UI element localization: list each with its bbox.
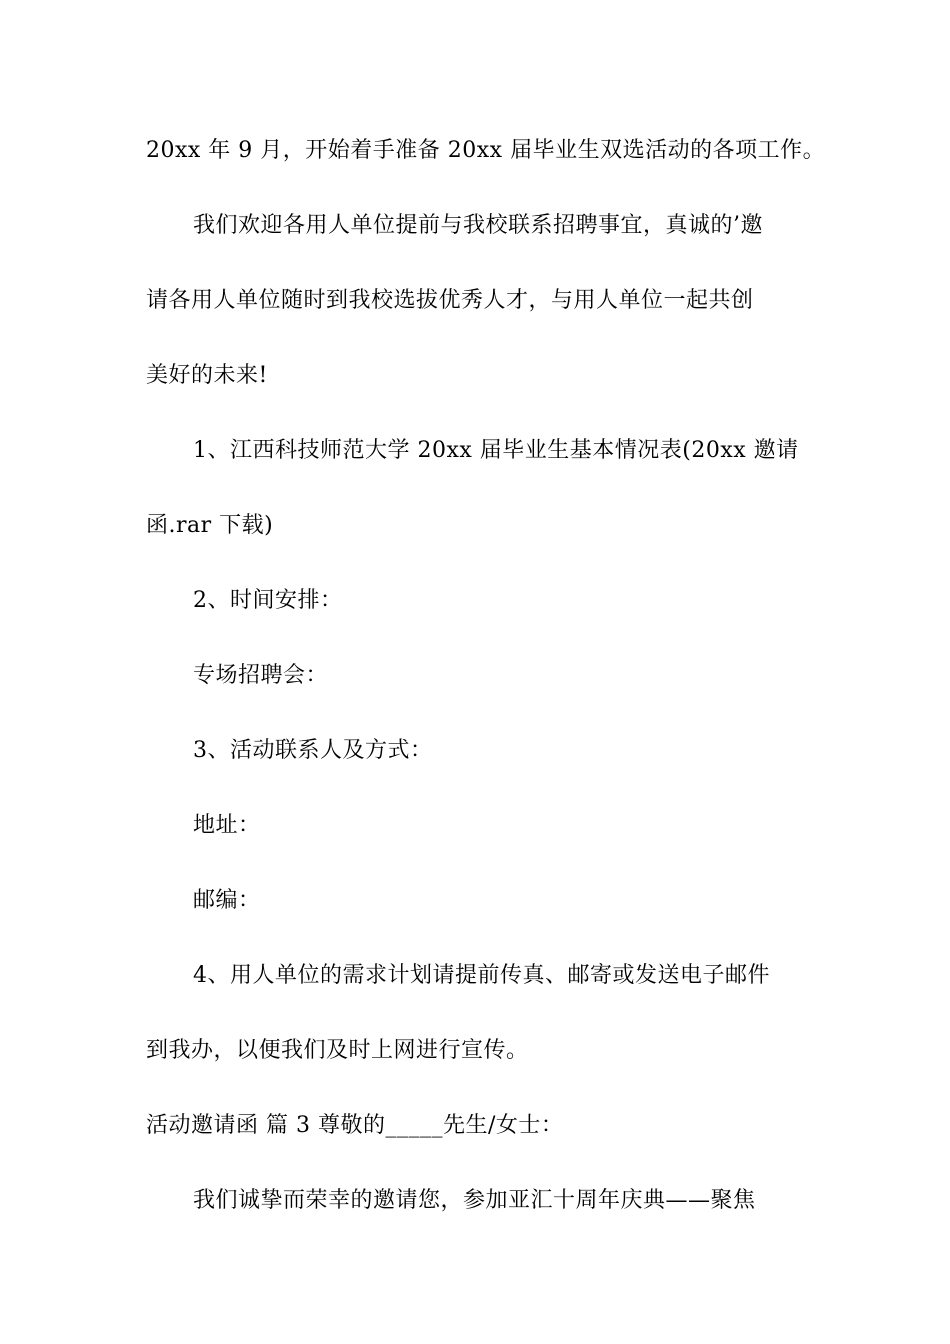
text-line-item-4-promotion: 到我办，以便我们及时上网进行宣传。 xyxy=(146,1038,529,1063)
text-line-future: 美好的未来! xyxy=(146,363,268,388)
text-line-welcome: 我们欢迎各用人单位提前与我校联系招聘事宜，真诚的’邀 xyxy=(193,213,763,238)
text-line-invitation-body: 我们诚挚而荣幸的邀请您，参加亚汇十周年庆典——聚焦 xyxy=(193,1188,756,1213)
text-line-item-4-needs: 4、用人单位的需求计划请提前传真、邮寄或发送电子邮件 xyxy=(193,963,770,988)
text-line-item-2-schedule: 2、时间安排： xyxy=(193,588,343,613)
text-line-item-1-download: 函.rar 下载) xyxy=(146,513,274,538)
text-line-item-1: 1、江西科技师范大学 20xx 届毕业生基本情况表(20xx 邀请 xyxy=(193,438,799,463)
text-line-job-fair: 专场招聘会： xyxy=(193,663,329,688)
text-line-item-3-contact: 3、活动联系人及方式： xyxy=(193,738,433,763)
text-line-postcode: 邮编： xyxy=(193,888,261,913)
text-line-invite-employers: 请各用人单位随时到我校选拔优秀人才，与用人单位一起共创 xyxy=(146,288,754,313)
text-line-invitation-heading: 活动邀请函 篇 3 尊敬的_____先生/女士： xyxy=(146,1113,564,1138)
text-line-prep-work: 20xx 年 9 月，开始着手准备 20xx 届毕业生双选活动的各项工作。 xyxy=(146,138,826,163)
text-line-address: 地址： xyxy=(193,813,261,838)
